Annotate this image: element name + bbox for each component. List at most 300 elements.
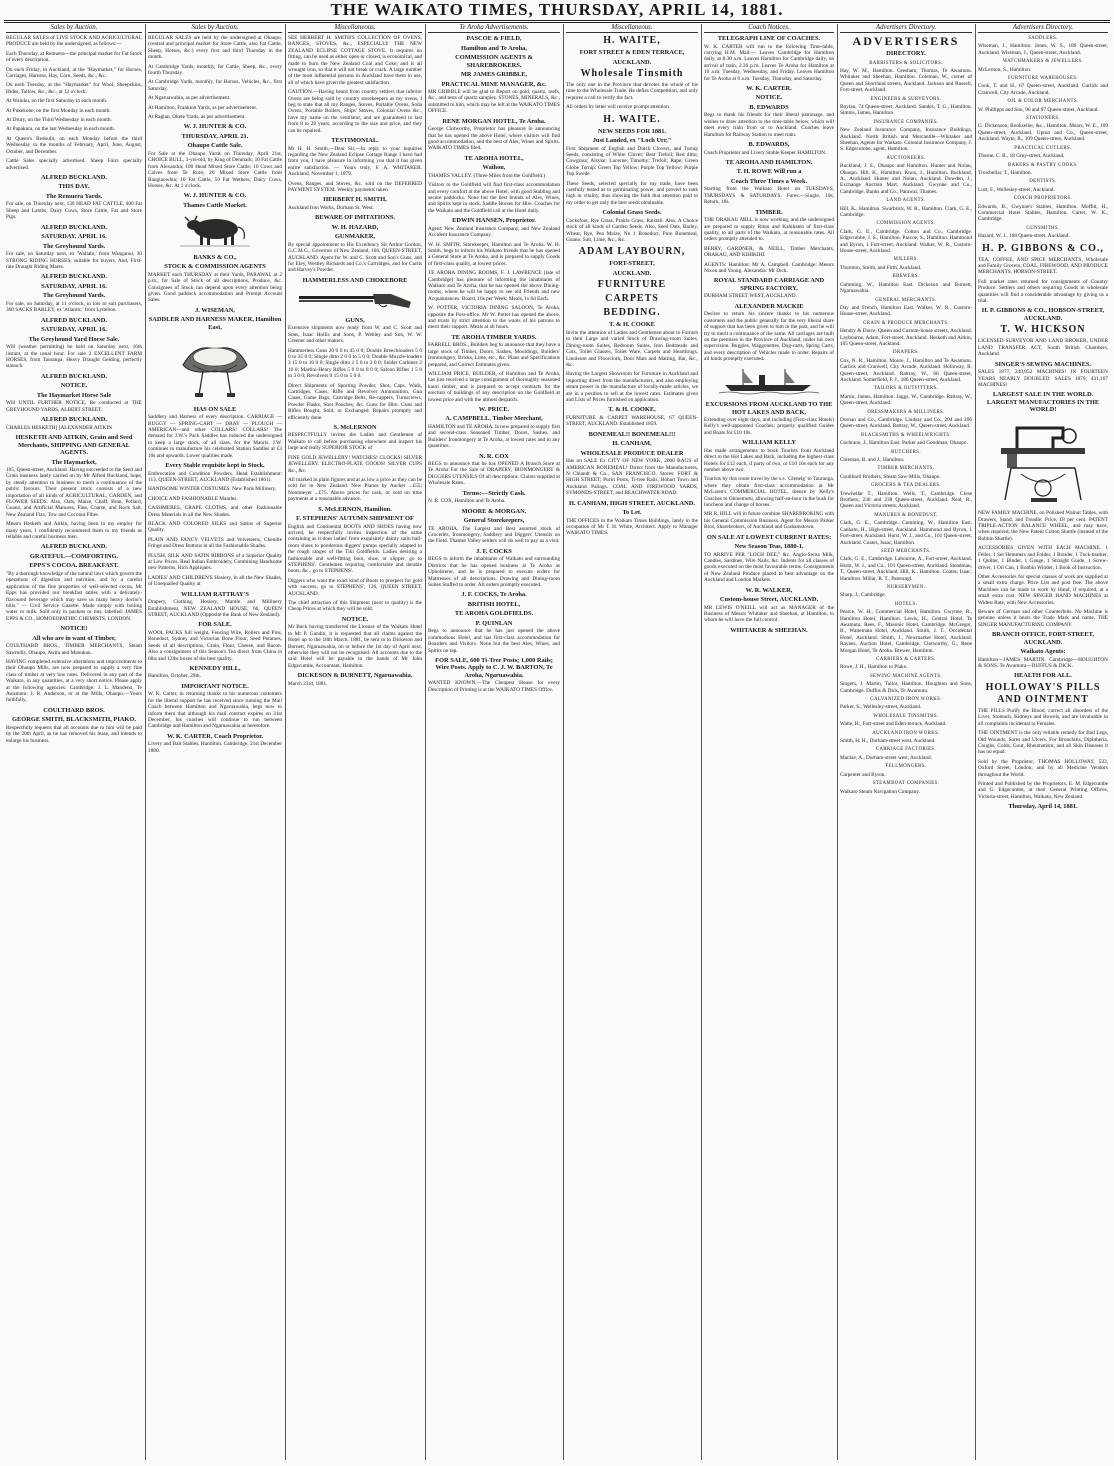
advert-body: At Ngaruawahia, as per advertisement. — [148, 95, 231, 102]
advert-body: Trewhellar T., Hamilton. Wells, T., Cambridge. Close Brothers, 236 and 238 Queen-street, Auckland. Neal, R., Queen and Victoria streets, Auckland. — [840, 490, 972, 510]
display-heading: H. WAITE, — [603, 35, 661, 46]
advert-title: NEW SEEDS FOR 1881. — [597, 127, 667, 135]
advert-body: Buckland, J. S., Ohaupo and Hamilton. Hunter and Nolan, Ohaupo. Hill, K., Hamilton. Knox, J., Hamilton. Buckland, A., Auckland. Hunter and Nolan, Auckland. Dowden, J., Exchange Auction Mart, Auckland. Gwynne and Co., Cambridge. Banks and Co., Parawai, Thames. — [840, 163, 972, 195]
advert-body: For sale, on Thursday next, 130 HEAD FAT CATTLE, 400 Fat Sheep and Lambs, Dairy Cows, Store Cattle, Fat and Store Pigs. — [6, 201, 142, 221]
advert-body: CAUTION.—Having heard from country settlers that inferior Ovens are being sold by country storekeepers as my ovens, I beg to state that all my Ranges, Stoves, Portable Ovens, Soda Ovens, Portable Boilers, Ships' Stoves, Colonial Ovens &c., have my name on the ventilator, and are guaranteed to last from 8 to 20 years, according to the size and price, and they can be repaired. — [288, 89, 422, 134]
advert-body: Trowbellar, T., Hamilton. — [978, 169, 1032, 176]
directory-section-heading: SEED MERCHANTS. — [881, 548, 931, 554]
masthead-title: THE WAIKATO TIMES, THURSDAY, APRIL 14, 1881. — [330, 0, 784, 19]
advert-title: W. H. HAZARD, — [331, 223, 379, 231]
advert-body: Diggers who want the exact kind of Boots to prospect for gold with success, go to STEPHENS', 126, QUEEN STREET, AUCKLAND. — [288, 577, 422, 597]
advert-body: Waikato Steam Navigation Company. — [840, 788, 920, 795]
advert-body: FINE GOLD JEWELLERY! WATCHES! CLOCKS! SILVER JEWELLERY. ELECTRO-PLATE GOODS! SILVER CUPS &c., &c. — [288, 454, 422, 474]
directory-section-heading: DENTISTS. — [1029, 179, 1057, 185]
directory-section-heading: GUNSMITHS. — [1026, 225, 1060, 231]
advert-body: Visitors to the Goldfield will find first-class accommodation and every comfort at the above Hotel, with good Stabling and secure paddocks. None but the best brands of Ales, Wines, and Spirits kept in stock. Saddle Horses for Hire. Coaches for the Waikato and the Goldfield call at the Hotel daily. — [428, 182, 560, 214]
directory-section-heading: SEWING MACHINE AGENTS. — [869, 673, 943, 679]
advert-title: BRITISH HOTEL, — [467, 600, 521, 608]
display-heading: T. W. HICKSON — [1000, 324, 1086, 336]
advert-body: WOOL PACKS full weight, Fencing Wire, Rollers and Pins, Boneduct, Sydney and Victorian Bone Flour, Seed Potatoes, Seeds of all descriptions, Grain, Flour, Cheese, and Bacon. Also a consignment of this Season's Tea direct from China in 6lbs and 12lbs boxes of the best quality. — [148, 629, 282, 662]
advert-title: HERBERT H. SMITH, — [323, 196, 387, 204]
advert-body: THE ORAKAU MILL is now working, and the undersigned are prepared to supply Rimu and Kahikatea of first-class quality, to all parts of the Waikato, at reasonable rates. All orders promptly attended to. — [704, 217, 834, 243]
advert-title: NOTICE. — [60, 382, 88, 390]
directory-section-heading: CARRIAGE FACTORIES. — [875, 747, 937, 753]
advert-body: Agent: New Zealand Insurance Company, and New Zealand Accident Insurance Company. — [428, 225, 560, 239]
advert-body: George Clotworthy, Proprietor has pleasure in announcing that he has opened the above Hotel, where visitors will find good accommodation, and the best of Ales, Wines and Spirits. WAIKATO TIMES filed. — [428, 126, 560, 152]
advert-title: Ohaupo Cattle Sale. — [187, 142, 243, 150]
advert-title: TE AROHA TIMBER YARDS. — [451, 333, 537, 341]
advert-body: W. H. SMITH, Storekeeper, Hamilton and Te Aroha. W. H. Smith, begs to inform his Waikato friends that he has opened a General Store at Te Aroha, and is prepared to supply Goods of first-class quality, at lowest prices. — [428, 241, 560, 267]
directory-section-heading: GALVANIZED IRON WORKS. — [870, 697, 942, 703]
advert-body: THE PILLS Purify the Blood, correct all disorders of the Liver, Stomach, Kidneys and Bowels, and are invaluable in all complaints incidental to Females. — [978, 707, 1108, 727]
directory-section-heading: WATCHMAKERS & JEWELLERS. — [1002, 59, 1084, 65]
advert-body: Waite, H., Fort-street and Eden-terrace, Auckland. — [840, 721, 947, 728]
display-heading: FURNITURE — [597, 279, 667, 291]
advert-title: Custom-house Street, AUCKLAND. — [719, 596, 819, 604]
advert-body: Parker, S., Wellesley-street, Auckland. — [840, 704, 922, 711]
advert-title: MR JAMES GRIBBLE, — [460, 71, 528, 78]
advert-body: By special appointment to His Excellency Sir Arthur Gordon, G.C.M.G., Governor of New Zealand, 166, QUEEN-STREET, AUCKLAND. Agent for W. and C. Scott and Son's Guns, and for Eley, Westley Richards and Co.'s Cartridges, and for Curtis and Harvey's Powder. — [288, 241, 422, 274]
directory-section-heading: AUCKLAND IRON WORKS. — [872, 730, 940, 736]
advert-title: TE AROHA GOLDFIELDS. — [454, 610, 534, 618]
directory-heading: ADVERTISERS — [852, 34, 960, 48]
advert-title: Hamilton and Te Aroha, — [461, 44, 527, 52]
advert-body: LICENSED SURVEYOR AND LAND BROKER, UNDER LAND TRANSFER ACT, South British Chambers, Auckland. — [978, 338, 1108, 358]
advert-title: T. & H. COOKE, — [608, 406, 656, 414]
column-2 — [146, 24, 284, 1460]
display-heading: ADAM LAYBOURN, — [578, 246, 686, 258]
advert-title: NOTICE. — [755, 94, 783, 102]
advert-body: Will (weather permitting) be held on Saturday next, 16th instant, at the usual hour. For sale 2 EXCELLENT FARM HORSES, from Tauranga. Heavy Draught Gelding, perfectly staunch. — [6, 344, 142, 370]
advert-title: The Haymarket, — [51, 458, 97, 466]
advert-body: Sharp, J., Cambridge. — [840, 592, 886, 599]
advert-body: W. POTTER, VICTORIA DINING SALOON, Te Aroha, opposite the Post-office. Mr W. Potter has opened the above, and trusts by strict attention to the wants of his patrons to merit their support. Meals at all hours. — [428, 305, 560, 331]
advert-body: WANTED KNOWN.—The Cheapest House for every Description of Printing is at the WAIKATO TIMES Office. — [428, 680, 560, 693]
advert-title: T. H. ROWE Will run a — [736, 168, 802, 176]
column-6 — [702, 24, 836, 1460]
column-rule — [563, 24, 564, 1460]
advert-body: COULTHARD BROS., TIMBER MERCHANTS, Steam Sawmills, Ohaupo, Awitu and Manukau. — [6, 643, 142, 656]
directory-section-heading: OIL & COLOR MERCHANTS. — [1007, 99, 1079, 105]
advert-body: TE AROHA. The Largest and Best assorted stock of Groceries, Ironmongery, Saddlery and Diggers' Utensils on the Field. Thames Valley settlers will do well to pay us a visit. — [428, 525, 560, 545]
directory-section-heading: SADDLERS. — [1028, 36, 1058, 41]
column-4 — [426, 24, 562, 1460]
directory-section-heading: STATIONERS. — [1026, 116, 1060, 122]
advert-body: Edwards, B., Gwynne's Stables, Hamilton. Moffitt, H., Commercial Hotel Stables, Hamilton. Carter, W. K., Cambridge. — [978, 203, 1108, 223]
advert-body: Cocksfoot, Rye Grass, Prairie Grass, Ratstail. Also, A Choice stock of all kinds of Garden Seeds. Also, Seed Oats, Barley, Wheat, Rye, Pea Maize, No 1 Boneduct, Pure Bonemeal, Guano, Salt, Lime, &c., &c. — [566, 217, 698, 243]
advert-body: RESPECTFULLY invites the Ladies and Gentlemen of Waikato to call before purchasing elsewhere and inspect his large and really SUPERIOR STOCK of — [288, 432, 422, 452]
advert-body: Embrocation and Condition Powders. Head Establishment: 113, QUEEN-STREET, AUCKLAND (Established 1861). — [148, 470, 282, 483]
column-header: Sales by Auction. — [6, 24, 142, 33]
advert-body: Cochrane, J., Hamilton East. Parker and Goodman, Ohaupo. — [840, 440, 968, 447]
steamship-illustration — [719, 367, 819, 395]
advert-body: BLACK AND COLORED SILKS and Satins of Superior Quality. — [148, 521, 282, 534]
advert-body: English and Continental BOOTS AND SHOES having now arrived, he respectfully invites inspection of the same containing as it does ladies' from exquisitely dainty satin ball-room shoes to ponderous diggers' pumps specially adapted to the rough ranges of the Tiki Goldfields. Ladies desiring a fashionable and well-fitting boot, shoe, or slipper, go to STEPHENS'. Gentlemen requiring comfortable and durable boots, &c., go to STEPHENS'. — [288, 523, 422, 575]
advert-title: DIRECTORY. — [886, 50, 926, 57]
advert-title: The Greyhound Yards. — [42, 242, 106, 250]
column-3 — [286, 24, 424, 1460]
column-rule — [425, 24, 426, 1460]
advert-title: PRACTICAL MINE MANAGER, &c. — [441, 80, 547, 88]
advert-title: Just Landed, ex "Loch Urr," — [592, 137, 672, 145]
advert-title: KENNEDY HILL, — [189, 664, 241, 672]
advert-body: AGENTS: Hamilton: Mr A. Campbell. Cambridge: Messrs Nixon and Young. Alexandra: Mr Dick. — [704, 261, 834, 275]
advert-title: DICKESON & BURNETT, Ngaruawahia. — [297, 672, 413, 680]
advert-title: BRANCH OFFICE, FORT-STREET, AUCKLAND. — [991, 631, 1095, 646]
advert-title: H. CANHAM, HIGH STREET, AUCKLAND. — [569, 499, 695, 507]
advert-title: SINGER'S SEWING MACHINES. — [994, 360, 1092, 368]
advert-title: THIS DAY. — [58, 183, 90, 191]
directory-section-heading: DRAPERS. — [893, 350, 919, 356]
advert-body: Livery and Bait Stables, Hamilton. Cambridge, 21st December 1880. — [148, 741, 282, 754]
advert-body: At Raglan, Okete Yards, as per advertisement. — [148, 114, 246, 121]
advert-body: Messrs Hesketh and Aitkin, having been in my employ for many years, I confidently recommend them to my friends as reliable and careful business men. — [6, 521, 142, 541]
advert-body: Lust, F., Wellesley-street, Auckland. — [978, 186, 1055, 193]
advert-title: COULTHARD BROS. — [43, 706, 105, 714]
directory-section-heading: FURNITURE WAREHOUSES. — [1008, 76, 1078, 82]
advert-body: Beware of German and other Counterfeits. No Machine is genuine unless it bears the Trade Mark and name, THE SINGER MANUFACTURING COMPANY. — [978, 608, 1108, 628]
advert-body: TEA, COFFEE, AND SPICE MERCHANTS, Wholesale and Family Grocers, COAL, FIREWOOD, AND PRODUCE MERCHANTS, HOBSON-STREET. — [978, 256, 1108, 276]
column-8 — [976, 24, 1110, 1460]
saddle-illustration — [175, 335, 255, 399]
advert-body: At Queen's Redoubt, on each Monday before the third Wednesday in the months of February, April, June, August, October, and December. — [6, 135, 142, 155]
advert-title: WHITAKER & SHEEHAN. — [730, 626, 808, 634]
column-rule — [837, 24, 838, 1460]
advert-title: TE AROHA HOTEL, — [464, 154, 524, 162]
advert-body: Saddlery and Harness of every description. CARRIAGE — BUGGY — SPRING-CART — DRAY — PLOUGH — AMERICAN—and other COLLARS! COLLARS! The demand for J.W.'s Pack Saddles has induced the undersigned to keep a large stock, of all sizes, for the Maoris. J.W. continues to manufacture his celebrated Station Saddles at £3 10s and upwards. Lower qualities made. — [148, 414, 282, 459]
advert-body: Thornton, Smith, and Firth, Auckland. — [840, 264, 922, 271]
advert-title: NOTICE! — [60, 625, 88, 633]
display-heading: Wholesale Tinsmith — [580, 68, 684, 79]
advert-body: Mr Buck having transferred the License of the Waikato Hotel to Mr P. Gandin, it is requested that all claims against the Hotel up to the 18th March, 1881, be sent in to Dickeson and Burnett, Ngaruawahia, on or before the 1st day of April next, otherwise they will not be recognised. All accounts due to the said Hotel will be payable in the hands of Mr John Edgecumbe, Accountant, Hamilton. — [288, 624, 422, 669]
directory-section-heading: LAND AGENTS. — [886, 198, 926, 204]
directory-section-heading: COMMISSION AGENTS. — [876, 221, 936, 227]
advert-body: Smith, H. H., Durham-street west, Auckland. — [840, 738, 936, 745]
advert-title: NOTICE. — [341, 615, 369, 623]
advert-body: Sold by the Proprietor, THOMAS HOLLOWAY, 533, Oxford Street, London, and by all Medicine Vendors throughout the World. — [978, 758, 1108, 778]
directory-section-heading: BAKERS & PASTRY COOKS. — [1007, 162, 1079, 168]
advert-title: S. McLERNON, Hamilton. — [318, 505, 392, 513]
advert-body: Day and French, Hamilton East. Walker, W. R., Custom-House-street, Auckland. — [840, 304, 972, 318]
advert-title: General Storekeepers, — [463, 517, 525, 525]
advert-body: Cox, N. R., Hamilton. Moore, J., Hamilton and Te Awamutu. Garlick and Cranwell, City Arcade, Auckland. Holloway, R. Queen-street, Auckland. Rattray, W., 66 Queen-street, Auckland. Somerfield, F. J., 186 Queen-street, Auckland. — [840, 357, 972, 383]
advert-body: "By a thorough knowledge of the natural laws which govern the operations of digestion and nutrition, and by a careful application of the fine properties of well-selected cocoa, Mr Epps has provided our breakfast tables with a delicately-flavoured beverage which may save us many heavy doctor's bills." — Civil Service Gazette. Made simply with boiling water or milk. Sold only in packets or tins, labelled: JAMES EPPS & CO., HOMOEOPATHIC CHEMISTS, LONDON. — [6, 570, 142, 622]
advert-title: AUCKLAND. — [612, 58, 652, 66]
advert-body: THE OINTMENT is the only reliable remedy for Bad Legs, Old Wounds, Sores and Ulcers. For Bronchitis, Diphtheria, Coughs, Colds, Gout, Rheumatism, and all Skin Diseases it has no equal. — [978, 730, 1108, 756]
advert-body: REGULAR SALES of LIVE STOCK AND AGRICULTURAL PRODUCE are held by the undersigned, as follows:— — [6, 35, 142, 48]
advert-title: ROYAL STANDARD CARRIAGE AND SPRING FACTORY, — [713, 277, 825, 292]
advert-body: Begs to thank his friends for their liberal patronage, and wishes to draw attention to the time-table below, which will meet every train from or to Auckland. Coaches leave Hamilton for Railway Station to meet train. — [704, 112, 834, 138]
advert-body: MR LEWIS O'NEILL will act as MANAGER of the Business of Messrs Whitaker and Sheehan, at Hamilton, to whom he will have the full control. — [704, 604, 834, 624]
advert-body: Clark, G. E., Cambridge. Cumming, W., Hamilton East. Canham, H., High-street, Auckland. Hammond and Byron, 1 Fort-street, Auckland. Hurst, W. J., and Co., 101 Queen-street, Auckland. Coates, Isaac, Hamilton. — [840, 520, 972, 546]
advert-body: PLAIN AND FANCY VELVETS and Velveteens, Chenille Fringe and Dress Buttons in all the Fashionable Shades. — [148, 536, 282, 550]
advert-body: PLUSH, SILK AND SATIN RIBBONS of a Superior Quality at Low Prices. Real Indian Embroidery, Combining Handsome new Patterns, Rich Appliques. — [148, 552, 282, 572]
advert-title: EXCURSIONS FROM AUCKLAND TO THE HOT LAKES AND BACK, — [705, 401, 833, 416]
advert-body: Desires to return his sincere thanks to his numerous customers and the public generally for the very liberal share of support that has been given to him in the past, and he will try to merit a continuance of the same. All carriages are built on the premises in the Province of Auckland, under his own supervision. Buggies, Waggonettes, Dog-carts, Spring Carts, and every description of Vehicles made to order. Repairs of all kinds promptly executed. — [704, 311, 834, 363]
advert-title: WILLIAM KELLY — [742, 439, 796, 447]
advert-body: W. K. Carter, in returning thanks to his numerous customers for the liberal support he has received since running the Mail Coach between Hamilton and Ngaruawahia, begs now to inform them that although his mail contract expires on 31st December, his coaches will continue to run between Cambridge and Hamilton and Ngaruawahia as heretofore. — [148, 691, 282, 730]
directory-section-heading: FELLMONGERS. — [885, 764, 927, 770]
advert-title: SATURDAY, APRIL 16. — [41, 233, 107, 241]
advert-body: Starting from the Waikato Hotel on TUESDAYS, THURSDAYS & SATURDAYS. Fares:—Single, 10s; Return, 18s. — [704, 186, 834, 206]
advert-body: LADIES' AND CHILDREN'S Hosiery, in all the New Shades, of Unequalled Quality at — [148, 574, 282, 588]
advert-body: On each Tuesday, at the "Haymarket" for Wool, Sheepskins, Hides, Tallow, &c., &c., at 12 o'clock. — [6, 82, 142, 95]
advert-title: FORT STREET & EDEN TERRACE, — [579, 49, 685, 56]
advert-title: Colonial Grass Seeds. — [602, 209, 662, 217]
advert-title: AUCKLAND. — [612, 269, 652, 277]
advert-body: For Sale at the Ohaupo Yards on Thursday, April 21st, CHOICE BULL, 3-yrs-old, by King of Denmark; 10 Fat Cattle from Alexandra; 100 Head Mixed Store Cattle; 10 Cows and Calves from Te Rore; 20 Mixed Store Cattle from Rangiaowhia; 10 Fat Cattle, 50 Fat Wethers; Dairy Cows, Horses, &c. At 1 o'clock. — [148, 150, 282, 189]
advert-title: N. R. COX — [479, 452, 509, 460]
display-heading: CARPETS — [605, 293, 659, 305]
advert-body: At Waiuku, on the first Saturday in each month. — [6, 98, 108, 105]
advert-body: These Seeds, selected specially for my trade, have been carefully tested as to germinating power, and proved to rank high in vitality, thus showing the faith that attention paid to my order to get only the best seeds obtainable. — [566, 180, 698, 206]
advert-body: Printed and Published by the Proprietors, E. M. Edgecumbe and G. Edgecumbe, at their General Printing Offices, Victoria-street, Hamilton, Waikato, New Zealand. — [978, 781, 1108, 800]
column-5 — [564, 24, 700, 1460]
advert-title: GUNS, — [345, 316, 365, 324]
advert-title: Thursday, April 14, 1881. — [1008, 803, 1078, 811]
advert-body: Carpenter and Byron. — [840, 771, 886, 778]
advert-body: HAVING completed extensive alterations and improvements to their Ohaupo Mills, are now prepared to supply a very fine class of timber at very low rates. Delivered in any part of the Waikato, in any quantities, at a very short notice. Please apply at the following agencies: Cambridge: J. L. Mandeno, Te Awamutu: J. R. Anderson, or at the Mills, Ohaupo.—Yours faithfully, — [6, 659, 142, 704]
directory-section-heading: COACH PROPRIETORS. — [1013, 196, 1073, 202]
advert-title: TESTIMONIAL. — [331, 137, 379, 145]
advert-body: Has on SALE Ex CITY OF NEW YORK, 2000 BAGS of AMERICAN BONEMEAL! Direct from the Manufacturers, N Chlandt & Co., SAN FRANCISCO. Stores: FORT & HIGH STREET; Puriri Posts, Ti-tree Rails, Hobart Town and Auckland Palings. COAL AND FIREWOOD YARDS, SYMONDS-STREET, and BEACHWATER ROAD. — [566, 458, 698, 497]
advert-title: H. CANHAM, — [612, 440, 652, 448]
advert-body: HANDSOME WINTER COSTUMES. New Paris Millinery. — [148, 486, 277, 493]
column-1 — [4, 24, 144, 1460]
advert-body: SEE HERBERT H. SMITH'S COLLECTION OF OVENS, RANGES, STOVES, &c., ESPECIALLY THE NEW ZEALAND ECLIPSE COTTAGE STOVE. It requires no fitting, can be used as either open or closed, is economical, and made to burn the New Zealand Coal and Coke, and is all wrought iron, so that it will not break or crack. A large number of the most influential persons in Auckland have them in use, all of which have given the greatest satisfaction. — [288, 35, 422, 86]
advert-body: At Cambridge Yards, monthly, for Cattle, Sheep, &c., every fourth Thursday. — [148, 63, 282, 77]
advert-body: On each Friday, in Auckland, at the "Haymarket," for Horses, Carriages, Harness, Hay, Corn, Seeds, &c., &c. — [6, 66, 142, 80]
advert-body: At Hamilton, Frankton Yards, as per advertisement. — [148, 104, 258, 111]
advert-title: FOR SALE, 600 Ti-Tree Posts; 1,000 Rails; Wire Posts. Apply to C. J. W. BARTON, Te Aroha, Ngaruawahia. — [435, 656, 553, 679]
advert-title: THURSDAY, APRIL 21. — [181, 132, 249, 140]
advert-body: Hammerless Guns 20 0 0 to 45 0 0; Double Breechloaders 5 0 0 to 35 0 0; Single ditto 2 0 0 to 5 0 0; Double Muzzle-loaders 3 15 0 to 10 0 0; Single ditto 1 5 0 to 3 0 0; Snider Carbines 2 10 0; Martini-Henry Rifles 5 0 0 to 8 0 0; Saloon Rifles 1 5 0 to 3 0 0; Revolvers 0 15 0 to 5 0 0. — [288, 347, 422, 380]
advert-title: ON SALE AT LOWEST CURRENT RATES: — [706, 533, 832, 541]
advert-title: GUNMAKER, — [334, 233, 376, 241]
directory-section-heading: GRAIN & PRODUCE MERCHANTS. — [862, 320, 950, 326]
advert-title: J. F. COCKS — [476, 547, 512, 555]
directory-section-heading: ENGINEERS & SURVEYORS. — [870, 96, 942, 102]
advert-body: March 23rd, 1881. — [288, 680, 328, 687]
advert-body: NEW FAMILY MACHINE, on Polished Walnut Tables, with Drawers, Stand, and Treadle. Price, £8 per cent. PATENT TRIPLE-ACTION BALANCE WHEEL, and may have, when required, the New Patent Cotton Shuttle (instead of the Bobbin Shuttle). — [978, 510, 1108, 542]
advert-title: All who are in want of Timber, — [32, 634, 116, 642]
advert-body: Cumming, W., Hamilton East. Dickeson and Burnett, Ngaruawahia. — [840, 281, 972, 295]
advert-body: McLernon, S., Hamilton. — [978, 66, 1032, 73]
advert-body: Begs to announce that he has just opened the above commodious Hotel, and has first-class accommodation for Boarders and Visitors. None but the best Ales, Wines, and Spirits on tap. — [428, 628, 560, 654]
column-rule — [285, 24, 286, 1460]
advert-title: W. PRICE. — [478, 405, 510, 413]
advert-title: PASCOE & FIELD, — [466, 35, 522, 42]
advert-title: J. WISEMAN, — [195, 306, 235, 314]
advert-body: Mackie, A., Durham-street west, Auckland. — [840, 754, 932, 761]
advert-title: J. F. COCKS, Te Aroha. — [461, 591, 527, 599]
advert-title: ALFRED BUCKLAND. — [40, 372, 108, 380]
directory-section-heading: MANURES & BONEDUST. — [874, 512, 938, 518]
advert-title: IMPORTANT NOTICE. — [181, 682, 249, 690]
advert-body: Hazard, W. J., 168 Queen-street, Auckland. — [978, 233, 1070, 240]
advert-body: CHARLES HESKETH] [ALEXANDER AITKIN — [6, 424, 113, 431]
directory-section-heading: NURSERYMEN. — [886, 584, 926, 590]
ship-illustration-frame — [704, 367, 834, 397]
advert-body: WILLIAM PRICE, BUILDER, of Hamilton and Te Aroha, has just received a large consignment of thoroughly seasoned kauri timber, and is prepared to accept contracts for the erection of buildings of any description on the Goldfield at lowest price and with the utmost despatch. — [428, 370, 560, 403]
column-header: Miscellaneous. — [288, 24, 422, 33]
advert-title: F. STEPHENS' AUTUMN SHIPMENT OF — [296, 515, 414, 523]
advert-title: TE AROHA AND HAMILTON. — [725, 158, 813, 166]
directory-section-heading: DRESSMAKERS & MILLINERS. — [867, 409, 945, 415]
advert-body: Coach Proprietor and Livery Stable Keeper HAMILTON. — [704, 149, 827, 156]
advert-title: S. McLERNON — [333, 423, 377, 431]
advert-body: TO ARRIVE PER "LOCH DEE," &c. Anglo-Swiss Milk, Candles, Sardines, Wire Nails, &c. Indents for all classes of goods executed on the most favourable terms. Consignments of New Zealand Produce placed to best advantage on the Auckland and London Markets. — [704, 551, 834, 584]
bull-illustration-frame — [148, 213, 282, 249]
advert-body: Cattle Sales specially advertised. Sheep Fairs specially advertised. — [6, 158, 142, 171]
advert-body: Ovens, Ranges, and Stoves, &c. sold on the DEFERRED PAYMENT SYSTEM. Weekly payments taken. — [288, 180, 422, 194]
advert-title: Coach Three Times a Week. — [730, 177, 808, 185]
advert-body: New Zealand Insurance Company, Insurance Buildings, Auckland. North British and Mercantile—Whitaker and Sheehan, Agents for Waikato. Colonial Insurance Company, J. S. Edgecumbe, agent, Hamilton. — [840, 127, 972, 153]
advert-body: HAMILTON and TE AROHA. Is now prepared to supply first and second-class Seasoned Timber, Doors, Sashes, and Builders' Ironmongery at Te Aroha, at lowest rates and in any quantities. — [428, 423, 560, 450]
advert-title: FOR SALE. — [198, 621, 232, 629]
advert-body: Boylan, 74 Queen-street, Auckland. Sandes, T. G., Hamilton. Simms, James, Hamilton. — [840, 103, 972, 117]
advert-body: Hill, K., Hamilton. Swarbrick, W. R., Hamilton. Clark, G. E., Cambridge. — [840, 205, 972, 219]
advert-title: ALFRED BUCKLAND. — [40, 316, 108, 324]
advert-body: The only one in the Province that devotes the whole of his time to the Wholesale Trade. He defies Competition, and only requires a call to verify the fact. — [566, 82, 698, 101]
advert-body: THE OFFICES in the Waikato Times Buildings, lately in the occupation of Mr T. H. White, Architect. Apply to Manager WAIKATO TIMES. — [566, 517, 698, 537]
advert-body: MR R. HILL will in future combine SHAREBROKING with his General Commission Business. Agent for Messrs Parker Bros, Sharebrokers, of Auckland and Grahamstown. — [704, 511, 834, 531]
advert-title: STOCK & COMMISSION AGENTS — [164, 263, 266, 271]
advert-body: All orders by letter will receive prompt attention. — [566, 104, 671, 111]
advert-title: The Greyhound Yards. — [42, 292, 106, 300]
saddle-illustration-frame — [148, 335, 282, 401]
advert-body: Will UNTIL FURTHER NOTICE, Be conducted at THE GREYHOUND YARDS, ALBERT STREET. — [6, 400, 142, 413]
advert-title: ALFRED BUCKLAND. — [40, 173, 108, 181]
advert-body: Hendry & Dacre, Queen and Custom-house streets, Auckland. Laybourne, Adam, Fort-street, Auckland. Hesketh and Aitkin, 105 Queen-street, Auckland. — [840, 328, 972, 347]
advert-title: ALFRED BUCKLAND. — [40, 416, 108, 424]
advert-body: Respectfully requests that all accounts due to him will be paid by the 20th April, as he has removed his lease, and intends to enlarge his business. — [6, 724, 142, 744]
directory-section-heading: BREWERS. — [892, 274, 920, 280]
advert-title: HEALTH FOR ALL. — [1014, 672, 1072, 680]
advert-body: Dornan and Co., Cambridge. Lindsay and Co., 204 and 206 Queen-street, Auckland. Rattray, W., Queen-street, Auckland. — [840, 417, 972, 430]
advert-title: HESKETH AND AITKIN, Grain and Seed Merchants, SHIPPING AND GENERAL AGENTS. — [15, 434, 133, 456]
advert-body: Drapery, Clothing, Hosiery, Mantle and Millinery Establishment, NEW ZEALAND HOUSE, 66, QUEEN STREET, AUCKLAND (Opposite the Bank of New Zealand). — [148, 599, 282, 618]
advert-body: ACCESSORIES GIVEN WITH EACH MACHINE. 1 Feller, 1 Set Hemmers and Folder, 1 Braider, 1 Tuck-marker, 1 Quilter, 1 Binder, 1 Gauge, 1 Straight Guide, 1 Screw-driver, 1 Oil Can, 1 Bobbin Winder, 1 Book of Instruction. — [978, 545, 1108, 571]
advert-body: Tourists by this route travel by the s.s. 'Glenelg' to Tauranga, where they obtain first-class accommodation at Mr McLaren's COMMERCIAL HOTEL, thence by Kelly's Coaches to Ohinemutu, allowing half-an-hour in the bush for luncheon and change of horses. — [704, 476, 834, 508]
advert-body: Coulthard Brothers, Steam Saw-Mills, Ohaupo. — [840, 473, 941, 480]
advert-title: GRATEFUL—COMFORTING. — [29, 552, 119, 560]
column-header: Te Aroha Advertisements. — [428, 24, 560, 33]
advert-title: New Season Teas, 1880-1. — [734, 543, 804, 551]
advert-title: HAMMERLESS AND CHOKEBORE — [302, 276, 408, 284]
advert-body: FURNITURE & CARPET WAREHOUSE, 67 QUEEN-STREET, AUCKLAND. Established 1859. — [566, 414, 698, 428]
advert-title: W. K. CARTER. — [746, 84, 792, 92]
advert-body: Each Thursday, at Remuera—the principal market for Fat Stock of every description. — [6, 50, 142, 64]
advert-body: The chief attraction of this Shipment (next to quality) is the Cheap Prices at which they will be sold. — [288, 600, 422, 613]
column-header: Miscellaneous. — [566, 24, 698, 33]
advert-title: GEORGE SMITH, BLACKSMITH, PIAKO. — [12, 716, 136, 724]
advert-body: TE AROHA DINING ROOMS, F. J. LAWRENCE (late of Cambridge) has pleasure of informing the inhabitants of Waikato and Te Aroha, that he has opened the above Dining-rooms, where he will be happy to see old Friends and new Acquaintances. Board, 16s per Week; Meals, 1s 6d Each. — [428, 270, 560, 302]
advert-title: BEWARE OF IMITATIONS. — [315, 214, 395, 222]
advert-body: REGULAR SALES are held by the undersigned at Ohaupo, (central and principal market for Store Cattle, also Fat Cattle, Sheep, Horses, &c.) every first and third Thursday in the month. — [148, 35, 282, 61]
advert-body: Rowe, J. H., Hamilton to Piako. — [840, 664, 908, 671]
advert-title: ALFRED BUCKLAND. — [40, 543, 108, 551]
advert-body: Extending over eight days, and including (First-class Hotels) Kelly's well-appointed Coaches; properly qualified Guides and Boats for £10 10s. — [704, 417, 834, 436]
advert-title: COMMISSION AGENTS & SHAREBROKERS. — [455, 54, 533, 69]
advert-body: Auckland Iron Works, Durham St. West. — [288, 204, 374, 211]
advert-title: To Let. — [622, 509, 642, 517]
advert-body: Has made arrangements to book Tourists from Auckland direct to the Hot Lakes and Back, including the highest-class Hotels for £12 each, if party of two, or £10 10s each for any number above two. — [704, 447, 834, 473]
directory-section-heading: CARRIERS & CARTERS. — [876, 657, 936, 662]
advert-body: Cook, T. and H., 67 Queen-street, Auckland. Garlick and Cranwell, City Arcade, Auckland. — [978, 83, 1108, 96]
advert-title: A. CAMPBELL, Timber Merchant, — [445, 415, 543, 423]
advert-title: Terms:—Strictly Cash. — [462, 489, 526, 497]
advert-body: SALES 1877, 249,852 MACHINES! IN FOURTEEN YEARS NEARLY DOUBLED. SALES 1879, 431,167 MACHINES! — [978, 369, 1108, 388]
directory-section-heading: BLACKSMITHS & WHEELWRIGHTS. — [860, 432, 952, 438]
directory-section-heading: GENERAL MERCHANTS. — [875, 297, 937, 303]
advert-body: Full market rates returned for consignments of Country Produce. Settlers and others requiring Goods in wholesale quantities will find a considerable advantage by giving us a trial. — [978, 278, 1108, 304]
advert-body: Thorne, C. R., 18 Grey-street, Auckland. — [978, 153, 1065, 160]
advert-title: EDWIN HANSEN, Proprietor. — [452, 217, 536, 225]
advert-title: SADDLER AND HARNESS MAKER, Hamilton East, — [148, 316, 282, 331]
advert-body: Having the Largest Showroom for Furniture in Auckland and importing direct from the manufacturers, and also employing steam power in the manufacture of locally-made articles, we are in a position to sell at the lowest rates. Estimates given and Lists of Prices furnished on application. — [566, 371, 698, 403]
advert-title: RENE MORGAN HOTEL, Te Aroha. — [442, 117, 546, 125]
advert-body: CASHMERES, CRAPE CLOTHS, and other Fashionable Dress Materials in all the New Shades. — [148, 505, 282, 518]
advert-body: For sale, on Saturday, at 11 o'clock, in lots to suit purchasers, 360 SACKS BARLEY, ex 'Atlantic,' from Lyttelton. — [6, 300, 142, 314]
advert-title: TELEGRAPH LINE OF COACHES. — [717, 35, 821, 42]
advert-body: DURHAM STREET WEST, AUCKLAND. — [704, 293, 797, 300]
advert-body: Martin, James, Hamilton. Jaggs, W., Cambridge. Rattray, W., Queen-street, Auckland. — [840, 393, 972, 407]
masthead-rule-lower — [4, 22, 1110, 23]
advert-body: BEGS to announce that he has OPENED A Branch Store at Te Aroha For the Sale of DRAPERY, IRONMONGERY & DIGGERS UTENSILS Of all descriptions. Claims supplied at Wholesale Rates. — [428, 461, 560, 487]
display-heading: H. WAITE. — [603, 113, 661, 125]
advert-body: Singers, J. Martin, Tailor, Hamilton. Houghton and Sons, Cambridge. Duffus & Dick, Te Awamutu. — [840, 681, 972, 694]
advert-body: BEGS to inform the inhabitants of Waikato and surrounding Districts that he has opened business at Te Aroha as Upholsterer, and he is prepared to execute orders for Mattresses of all descriptions. Drawing and Dining-room Suites Stuffed to order. All orders promptly executed. — [428, 556, 560, 588]
advert-title: H. P. GIBBONS & CO., HOBSON-STREET, AUCKLAND. — [981, 307, 1105, 322]
advert-body: N. R. COX, Hamilton and Te Aroha. — [428, 498, 506, 505]
directory-section-heading: BARRISTERS & SOLICITORS. — [869, 60, 943, 66]
advert-body: Hay, W. M., Hamilton. Gresham, Thomas, Te Awamutu. Whitaker and Sheehan, Hamilton. Coleman, W., corner of Queen and Shortland streets, Auckland. Jackson and Russell, Fort-street, Auckland. — [840, 67, 972, 94]
advert-title: B. EDWARDS — [749, 103, 789, 111]
advert-title: EPPS'S COCOA. BREAKFAST. — [29, 562, 119, 570]
advert-title: T. & H. COOKE — [609, 321, 655, 329]
display-heading: HOLLOWAY'S PILLS AND OINTMENT — [985, 681, 1101, 705]
advert-body: Direct Shipments of Sporting Powder, Shot, Caps, Wads, Cartridges, Cases, Rifle and Revolver Ammunition, Gun Cases, Game Bags, Cartridge Belts, Re-cappers, Turnscrews, Powder Flasks, Shot Pouches, &c. Guns for Hire. Guns and Rifles Bought, Sold, or Exchanged. Repairs promptly and efficiently done. — [288, 382, 422, 421]
advert-body: 105, Queen-street, Auckland. Having succeeded to the Seed and Grain business lately carried on by Mr Alfred Buckland, hope, by steady attention to business to merit a continuance of the public favours. Their present stock consists of a new importation of all kinds of AGRICULTURAL, GARDEN, and FLOWER SEEDS. Also, Oats, Maize, Chaff, Bran, Pollard, Guano, and Artificial Manures, Fine, Coarse, and Rock Salt, New Zealand Flax, Tow and Coconut Fibre. — [6, 467, 142, 518]
sewing-machine-illustration — [991, 418, 1095, 504]
advert-title: The Greyhound Yard Horse Sale. — [28, 335, 120, 343]
directory-section-heading: AUCTIONEERS. — [886, 155, 926, 161]
column-header: Advertisers Directory. — [978, 24, 1108, 33]
directory-section-heading: BUTCHERS. — [891, 449, 921, 455]
directory-section-heading: PRACTICAL CUTLERS. — [1014, 145, 1072, 151]
advert-body: CHOICE AND FASHIONABLE Mantles. — [148, 495, 238, 502]
advert-title: TIMBER. — [755, 208, 783, 216]
advert-title: B. EDWARDS, — [748, 141, 790, 149]
display-heading: BEDDING. — [603, 307, 661, 319]
advert-body: MR GRIBBLE will be glad to Report on gold, quartz, reefs, &c., and tests of quartz samples. STONES, MINERALS, &c., submitted to him, which may be left at the WAIKATO TIMES OFFICE. — [428, 89, 560, 115]
advert-title: SATURDAY, APRIL 16. — [41, 282, 107, 290]
advert-body: Hamilton—JAMES MARTIN. Cambridge—HOUGHTON & SONS. Te Awamutu—DUFFUS & DICK. — [978, 656, 1108, 670]
advert-body: At Drury, on the Third Wednesday in each month. — [6, 117, 112, 124]
advert-title: The Haymarket Horse Sale — [36, 391, 112, 399]
advert-title: MOORE & MORGAN, — [461, 507, 527, 515]
advert-body: Wiseman, J., Hamilton. Jones, W. S., 189 Queen-street, Auckland. Wiseman, J., Queen-street, Auckland. — [978, 43, 1108, 56]
advert-body: W. Phillipps and Son, 96 and 97 Queen-street, Auckland. — [978, 106, 1099, 113]
advert-title: W. J. HUNTER & CO. — [183, 192, 247, 200]
directory-section-heading: HOTELS. — [894, 601, 918, 607]
directory-section-heading: TAILORS & OUTFITTERS. — [873, 386, 939, 392]
advert-body: THAMES VALLEY. (Three Miles from the Goldfield.) — [428, 172, 546, 179]
advert-title: The Remuera Yards. — [45, 192, 103, 200]
display-heading: H. P. GIBBONS & CO., — [982, 242, 1104, 254]
advert-title: HAS ON SALE — [193, 405, 237, 413]
